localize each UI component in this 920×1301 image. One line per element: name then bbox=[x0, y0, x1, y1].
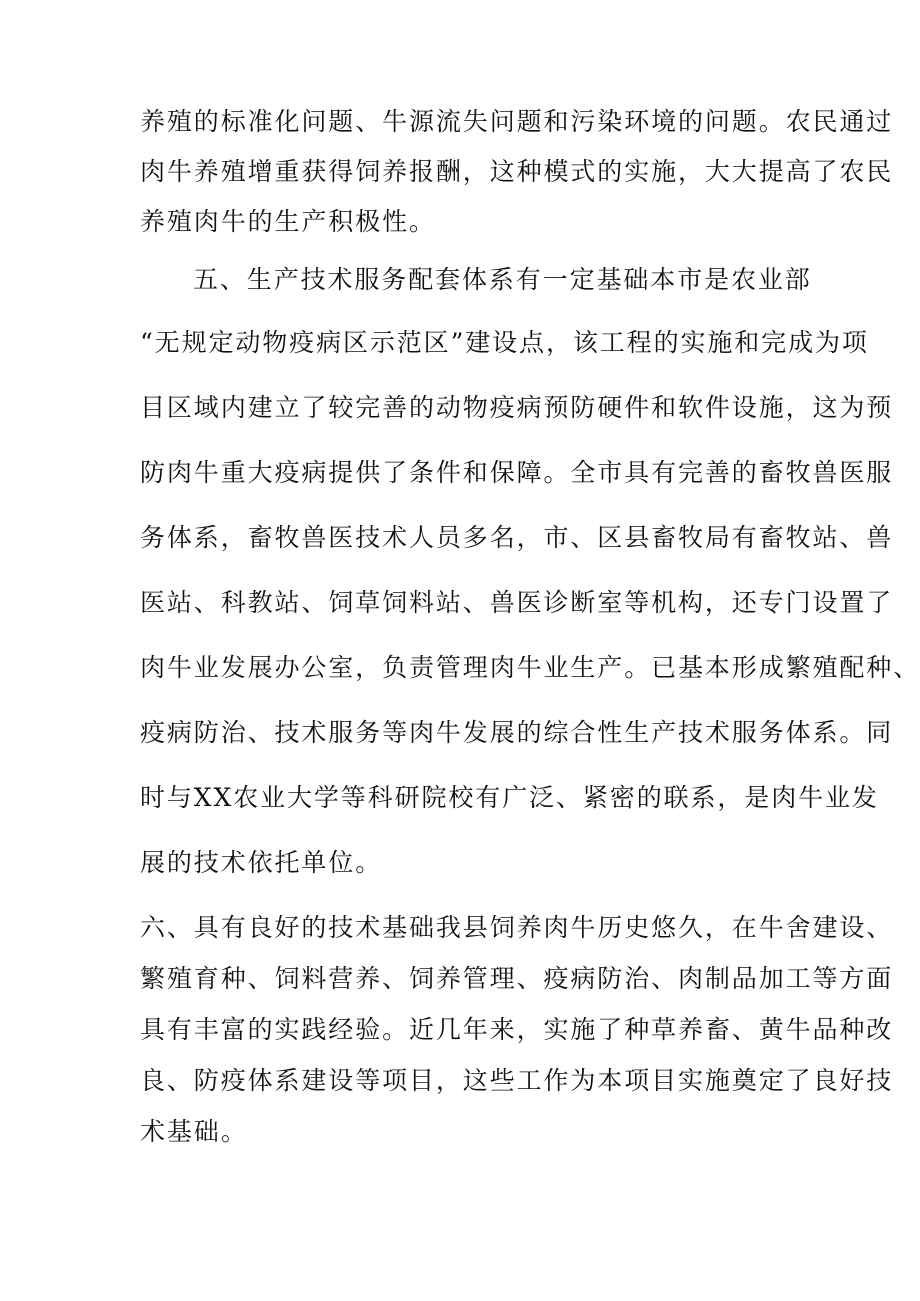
text-line: “无规定动物疫病区示范区”建设点，该工程的实施和完成为项 bbox=[140, 328, 869, 357]
text-line: 术基础。 bbox=[140, 1117, 248, 1146]
text-line: 展的技术依托单位。 bbox=[140, 848, 383, 877]
text-line: 繁殖育种、饲料营养、饲养管理、疫病防治、肉制品加工等方面 bbox=[140, 964, 894, 993]
section-heading-line: 六、具有良好的技术基础我县饲养肉牛历史悠久，在牛舍建设、 bbox=[140, 913, 894, 942]
text-line: 务体系，畜牧兽医技术人员多名，市、区县畜牧局有畜牧站、兽 bbox=[140, 523, 894, 552]
text-line: 具有丰富的实践经验。近几年来，实施了种草养畜、黄牛品种改 bbox=[140, 1015, 894, 1044]
text-line: 医站、科教站、饲草饲料站、兽医诊断室等机构，还专门设置了 bbox=[140, 588, 894, 617]
text-line: 防肉牛重大疫病提供了条件和保障。全市具有完善的畜牧兽医服 bbox=[140, 458, 894, 487]
section-heading-line: 五、生产技术服务配套体系有一定基础本市是农业部 bbox=[193, 265, 812, 294]
text-line: 时与XX农业大学等科研院校有广泛、紧密的联系，是肉牛业发 bbox=[140, 783, 879, 812]
text-line: 目区域内建立了较完善的动物疫病预防硬件和软件设施，这为预 bbox=[140, 393, 894, 422]
text-line: 肉牛养殖增重获得饲养报酬，这种模式的实施，大大提高了农民 bbox=[140, 157, 894, 186]
text-line: 养殖的标准化问题、牛源流失问题和污染环境的问题。农民通过 bbox=[140, 107, 894, 136]
text-line: 良、防疫体系建设等项目，这些工作为本项目实施奠定了良好技 bbox=[140, 1066, 894, 1095]
text-line: 疫病防治、技术服务等肉牛发展的综合性生产技术服务体系。同 bbox=[140, 718, 894, 747]
text-line: 肉牛业发展办公室，负责管理肉牛业生产。已基本形成繁殖配种、 bbox=[140, 653, 920, 682]
text-line: 养殖肉牛的生产积极性。 bbox=[140, 207, 436, 236]
